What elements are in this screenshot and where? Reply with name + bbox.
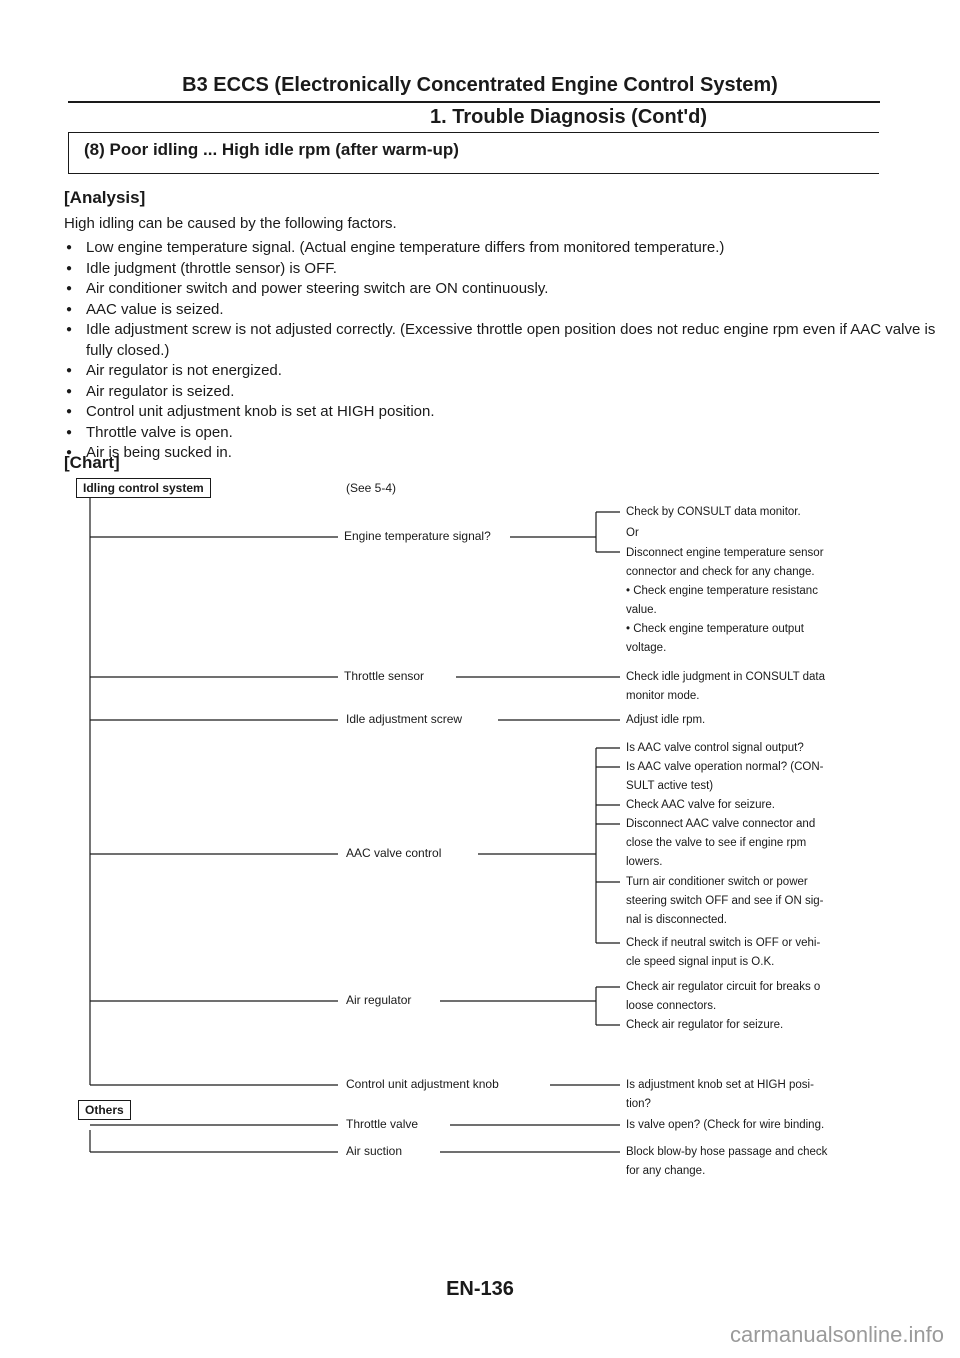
idling-control-box: Idling control system: [76, 478, 211, 498]
analysis-heading: [Analysis]: [64, 188, 146, 207]
title-rule: [68, 101, 880, 103]
factor-item: ● AAC value is seized.: [64, 300, 946, 321]
factor-item: ● Air is being sucked in.: [64, 443, 946, 464]
check-item-label: Air regulator: [346, 993, 412, 1007]
check-result: Check AAC valve for seizure.: [626, 799, 775, 811]
document-title: B3 ECCS (Electronically Concentrated Engine Control System): [182, 74, 778, 96]
factor-item: ● Air conditioner switch and power steering switch are ON continuously.: [64, 279, 946, 300]
see-reference: (See 5-4): [346, 481, 397, 495]
check-item-label: Throttle valve: [346, 1117, 419, 1131]
check-result: Turn air conditioner switch or power steering switch OFF and see if ON sig- nal is disconnected.: [626, 876, 824, 926]
factor-item: ● Air regulator is seized.: [64, 382, 946, 403]
section-title: (8) Poor idling ... High idle rpm (after warm-up): [84, 140, 459, 159]
factor-item: ● Idle adjustment screw is not adjusted correctly. (Excessive throttle open position does not reduc engine rpm even if AAC valve is fully closed.): [64, 320, 946, 361]
check-result: Or: [626, 527, 639, 539]
check-result: Adjust idle rpm.: [626, 714, 706, 726]
check-item-label: Engine temperature signal?: [344, 529, 491, 543]
check-result: Is valve open? (Check for wire binding.: [626, 1119, 825, 1131]
check-item-label: AAC valve control: [346, 846, 442, 860]
page-number: EN-136: [446, 1278, 514, 1300]
analysis-intro: High idling can be caused by the following factors.: [64, 215, 397, 232]
check-result: Is AAC valve control signal output?: [626, 742, 804, 754]
check-result: Is adjustment knob set at HIGH posi- tion?: [626, 1079, 814, 1110]
check-result: Check air regulator circuit for breaks o loose connectors.: [626, 981, 821, 1012]
factor-item: ● Low engine temperature signal. (Actual engine temperature differs from monitored temperature.): [64, 238, 946, 259]
factor-item: ● Throttle valve is open.: [64, 423, 946, 444]
others-box: Others: [78, 1100, 131, 1120]
document-subtitle: 1. Trouble Diagnosis (Cont'd): [430, 106, 707, 128]
check-result: Disconnect engine temperature sensor connector and check for any change. • Check engine temperature resistanc value. • Check engine temperature output voltage.: [626, 547, 824, 654]
check-item-label: Idle adjustment screw: [346, 712, 463, 726]
factor-item: ● Air regulator is not energized.: [64, 361, 946, 382]
watermark: carmanualsonline.info: [729, 1322, 944, 1347]
check-result: Block blow-by hose passage and check for any change.: [626, 1146, 828, 1177]
check-result: Check by CONSULT data monitor.: [626, 506, 801, 518]
check-item-label: Throttle sensor: [344, 669, 425, 683]
check-item-label: Air suction: [346, 1144, 403, 1158]
factor-item: ● Control unit adjustment knob is set at HIGH position.: [64, 402, 946, 423]
check-result: Check air regulator for seizure.: [626, 1019, 784, 1031]
check-item-label: Control unit adjustment knob: [346, 1077, 499, 1091]
check-result: Check idle judgment in CONSULT data monitor mode.: [626, 671, 826, 702]
check-result: Disconnect AAC valve connector and close the valve to see if engine rpm lowers.: [626, 818, 816, 868]
check-result: Is AAC valve operation normal? (CON- SULT active test): [626, 761, 824, 792]
check-result: Check if neutral switch is OFF or vehi- cle speed signal input is O.K.: [626, 937, 821, 968]
factor-list: [64, 238, 946, 464]
chart-heading: [Chart]: [64, 453, 120, 472]
factor-item: ● Idle judgment (throttle sensor) is OFF.: [64, 259, 946, 280]
